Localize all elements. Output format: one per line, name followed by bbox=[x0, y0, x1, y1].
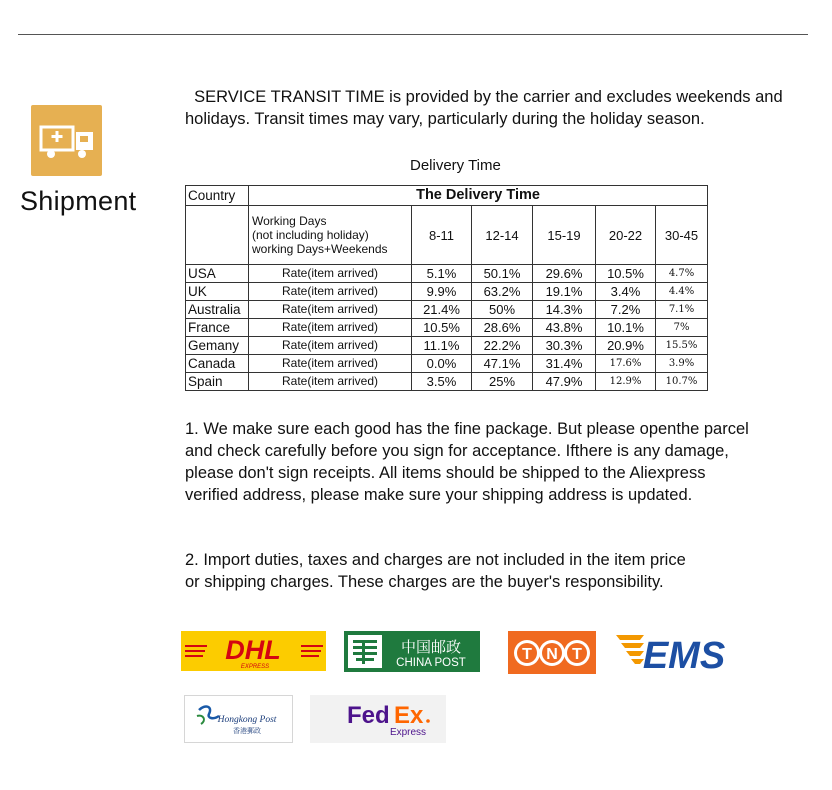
value-cell: 50% bbox=[472, 301, 533, 319]
value-cell: 7% bbox=[656, 319, 708, 337]
country-cell: Spain bbox=[186, 373, 249, 391]
note-import-duties: 2. Import duties, taxes and charges are not included in the item price or shipping charges. These charges are the buyer's responsibility. bbox=[185, 551, 686, 591]
table-row bbox=[186, 283, 708, 301]
fedex-fed: Fed bbox=[347, 702, 390, 729]
metric-cell: Rate(item arrived) bbox=[249, 373, 412, 391]
value-cell: 4.7% bbox=[656, 265, 708, 283]
value-cell: 14.3% bbox=[533, 301, 596, 319]
transit-time-intro: SERVICE TRANSIT TIME is provided by the carrier and excludes weekends and holidays. Transit times may vary, particularly during the holiday season. bbox=[185, 88, 783, 128]
value-cell: 0.0% bbox=[412, 355, 472, 373]
tnt-letter-n: N bbox=[546, 646, 558, 663]
value-cell: 5.1% bbox=[412, 265, 472, 283]
value-cell: 7.2% bbox=[596, 301, 656, 319]
metric-cell: Rate(item arrived) bbox=[249, 355, 412, 373]
dhl-wordmark: DHL bbox=[225, 635, 281, 665]
table-row bbox=[186, 319, 708, 337]
value-cell: 15.5% bbox=[656, 337, 708, 355]
fedex-ex: Ex bbox=[394, 702, 424, 729]
value-cell: 10.1% bbox=[596, 319, 656, 337]
value-cell: 9.9% bbox=[412, 283, 472, 301]
fedex-express: Express bbox=[389, 727, 427, 738]
country-cell: France bbox=[186, 319, 249, 337]
dhl-subtitle: EXPRESS bbox=[240, 664, 270, 670]
table-row bbox=[186, 337, 708, 355]
table-row bbox=[186, 373, 708, 391]
value-cell: 3.9% bbox=[656, 355, 708, 373]
empty-cell bbox=[186, 206, 249, 265]
value-cell: 29.6% bbox=[533, 265, 596, 283]
delivery-time-header: The Delivery Time bbox=[249, 186, 708, 206]
value-cell: 10.5% bbox=[412, 319, 472, 337]
country-cell: Canada bbox=[186, 355, 249, 373]
table-subheader-row bbox=[186, 206, 708, 265]
ems-wordmark: EMS bbox=[642, 635, 726, 674]
value-cell: 28.6% bbox=[472, 319, 533, 337]
value-cell: 10.5% bbox=[596, 265, 656, 283]
note-package-inspection: 1. We make sure each good has the fine package. But please openthe parcel and check carefully before you sign for acceptance. Ifthere is any damage, please don't sign receipts. All items should be shipped to the Aliexpress verified address, please make sure your shipping address is updated. bbox=[185, 420, 749, 504]
table-row bbox=[186, 355, 708, 373]
value-cell: 63.2% bbox=[472, 283, 533, 301]
tnt-logo bbox=[508, 631, 596, 674]
metric-cell: Rate(item arrived) bbox=[249, 319, 412, 337]
value-cell: 20.9% bbox=[596, 337, 656, 355]
value-cell: 4.4% bbox=[656, 283, 708, 301]
china-post-en: CHINA POST bbox=[396, 657, 466, 669]
delivery-time-table bbox=[185, 185, 708, 391]
metric-cell: Rate(item arrived) bbox=[249, 301, 412, 319]
value-cell: 43.8% bbox=[533, 319, 596, 337]
value-cell: 22.2% bbox=[472, 337, 533, 355]
range-header: 8-11 bbox=[412, 206, 472, 265]
country-header: Country bbox=[186, 186, 249, 206]
ems-logo bbox=[614, 629, 726, 674]
tnt-letter-t2: T bbox=[572, 646, 582, 663]
value-cell: 30.3% bbox=[533, 337, 596, 355]
range-header: 20-22 bbox=[596, 206, 656, 265]
working-days-header: Working Days (not including holiday) working Days+Weekends bbox=[249, 206, 412, 265]
country-cell: Gemany bbox=[186, 337, 249, 355]
metric-cell: Rate(item arrived) bbox=[249, 265, 412, 283]
tnt-letter-t: T bbox=[522, 646, 532, 663]
section-title: Shipment bbox=[20, 186, 137, 216]
value-cell: 31.4% bbox=[533, 355, 596, 373]
value-cell: 17.6% bbox=[596, 355, 656, 373]
hk-post-en: Hongkong Post bbox=[217, 715, 277, 725]
value-cell: 47.1% bbox=[472, 355, 533, 373]
value-cell: 25% bbox=[472, 373, 533, 391]
value-cell: 3.5% bbox=[412, 373, 472, 391]
value-cell: 19.1% bbox=[533, 283, 596, 301]
country-cell: USA bbox=[186, 265, 249, 283]
range-header: 30-45 bbox=[656, 206, 708, 265]
value-cell: 3.4% bbox=[596, 283, 656, 301]
range-header: 12-14 bbox=[472, 206, 533, 265]
table-caption: Delivery Time bbox=[410, 157, 501, 174]
value-cell: 12.9% bbox=[596, 373, 656, 391]
value-cell: 7.1% bbox=[656, 301, 708, 319]
metric-cell: Rate(item arrived) bbox=[249, 283, 412, 301]
range-header: 15-19 bbox=[533, 206, 596, 265]
metric-cell: Rate(item arrived) bbox=[249, 337, 412, 355]
value-cell: 11.1% bbox=[412, 337, 472, 355]
table-header-row bbox=[186, 186, 708, 206]
table-row bbox=[186, 301, 708, 319]
value-cell: 50.1% bbox=[472, 265, 533, 283]
table-row bbox=[186, 265, 708, 283]
hongkong-post-logo bbox=[184, 695, 293, 743]
china-post-logo bbox=[344, 631, 480, 672]
value-cell: 47.9% bbox=[533, 373, 596, 391]
china-post-cn: 中国邮政 bbox=[400, 638, 462, 656]
fedex-logo bbox=[310, 695, 446, 743]
value-cell: 10.7% bbox=[656, 373, 708, 391]
hk-post-cn: 香港郵政 bbox=[233, 727, 261, 735]
value-cell: 21.4% bbox=[412, 301, 472, 319]
delivery-truck-icon bbox=[31, 105, 102, 176]
dhl-logo bbox=[181, 631, 326, 671]
top-divider bbox=[18, 34, 808, 35]
country-cell: UK bbox=[186, 283, 249, 301]
country-cell: Australia bbox=[186, 301, 249, 319]
